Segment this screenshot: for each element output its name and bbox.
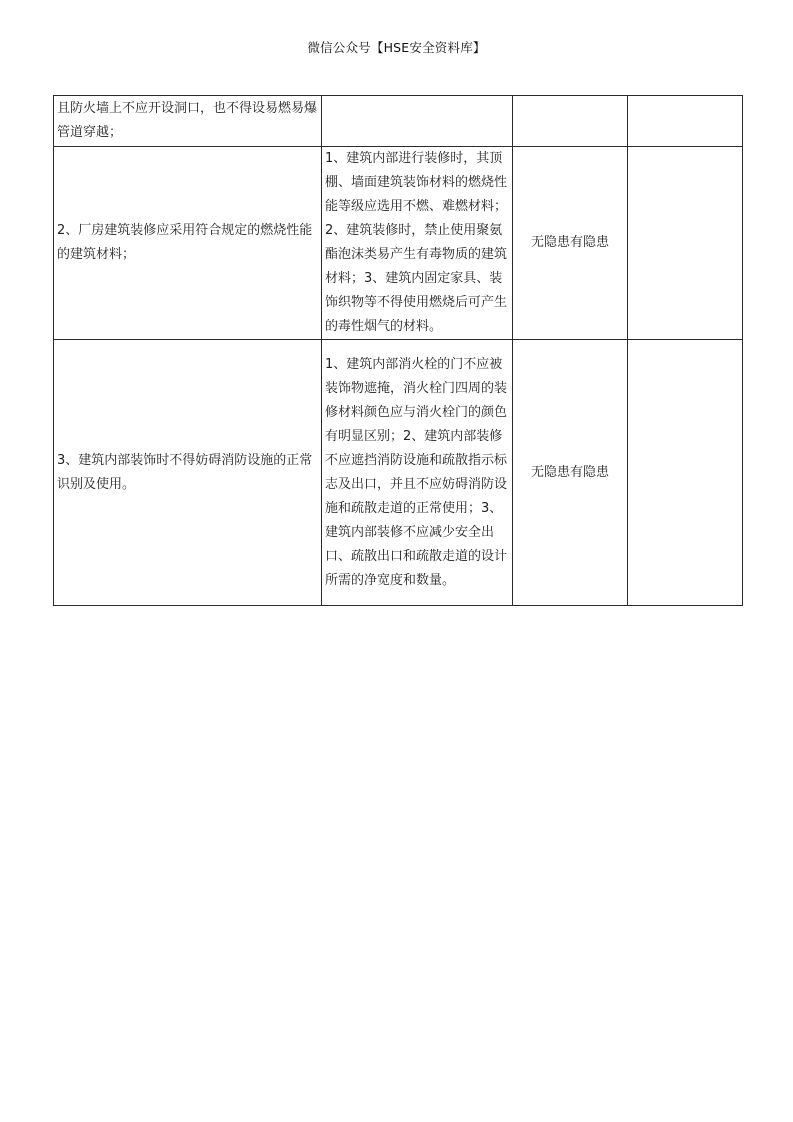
check-method-cell: 1、建筑内部消火栓的门不应被装饰物遮掩，消火栓门四周的装修材料颜色应与消火栓门的颜色有明显区别；2、建筑内部装修不应遮挡消防设施和疏散指示标志及出口，并且不应妨碍消防设施和疏散走道的正常使用；3、建筑内部装修不应减少安全出口、疏散出口和疏散走道的设计所需的净宽度和数量。 [322,340,513,606]
check-item-cell: 2、厂房建筑装修应采用符合规定的燃烧性能的建筑材料； [54,147,322,340]
table-row [54,340,743,606]
check-method-cell: 1、建筑内部进行装修时，其顶棚、墙面建筑装饰材料的燃烧性能等级应选用不燃、难燃材料；2、建筑装修时，禁止使用聚氨酯泡沫类易产生有毒物质的建筑材料；3、建筑内固定家具、装饰织物等不得使用燃烧后可产生的毒性烟气的材料。 [322,147,513,340]
check-method-cell [322,96,513,147]
note-cell [628,147,743,340]
check-item-cell: 3、建筑内部装饰时不得妨碍消防设施的正常识别及使用。 [54,340,322,606]
note-cell [628,96,743,147]
check-result-cell: 无隐患有隐患 [513,340,628,606]
check-item-cell: 且防火墙上不应开设洞口，也不得设易燃易爆管道穿越； [54,96,322,147]
note-cell [628,340,743,606]
table-row [54,96,743,147]
page-header: 微信公众号【HSE安全资料库】 [307,40,486,55]
check-result-cell [513,96,628,147]
check-result-cell: 无隐患有隐患 [513,147,628,340]
inspection-table [53,95,743,606]
table-row [54,147,743,340]
